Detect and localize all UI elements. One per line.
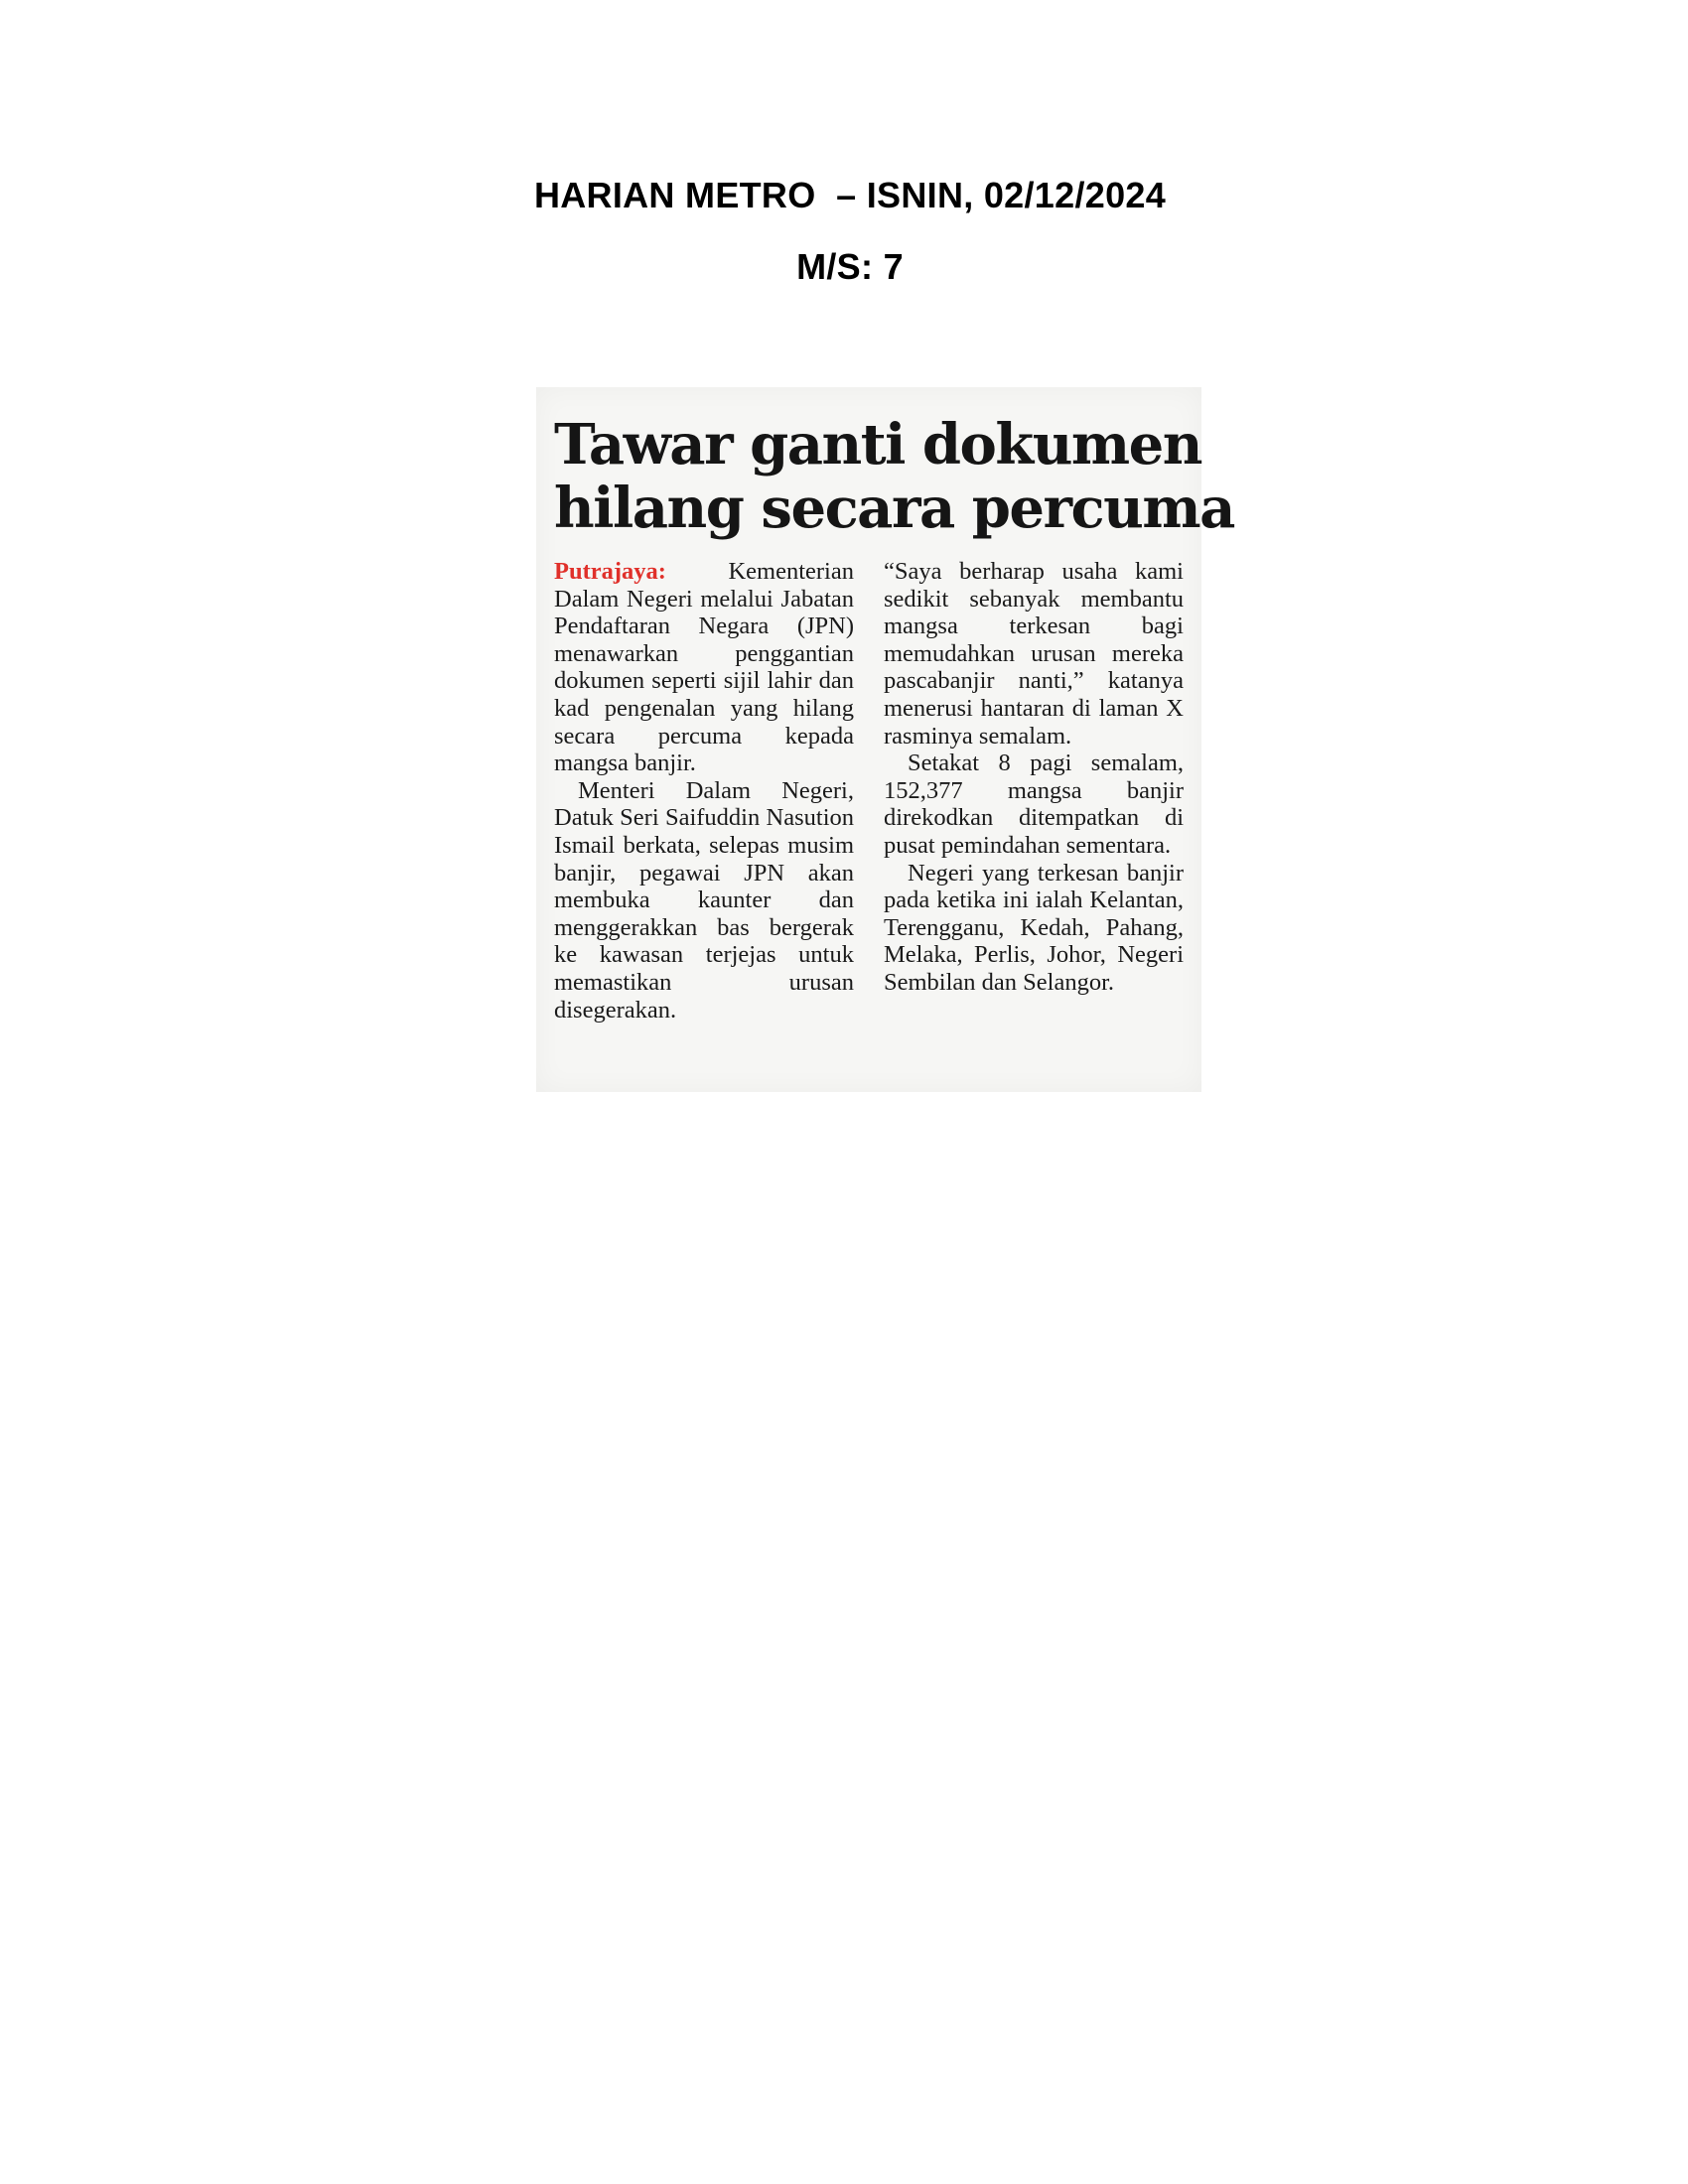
- headline-line-1: Tawar ganti dokumen: [554, 412, 1202, 478]
- article-column-left: [554, 558, 854, 1024]
- article-paragraph: Negeri yang terkesan banjir pada ketika ini ialah Kelantan, Terengganu, Kedah, Pahang, Melaka, Perlis, Johor, Negeri Sembilan dan Selangor.: [884, 859, 1184, 996]
- article-headline: [554, 412, 1234, 541]
- article-paragraph: “Saya berharap usaha kami sedikit sebanyak membantu mangsa terkesan bagi memudahkan urusan mereka pascabanjir nanti,” katanya menerusi hantaran di laman X rasminya semalam.: [884, 558, 1184, 750]
- article-paragraph: [554, 558, 854, 777]
- article-column-right: [884, 558, 1184, 997]
- article-paragraph: Menteri Dalam Negeri, Datuk Seri Saifuddin Nasution Ismail berkata, selepas musim banjir, pegawai JPN akan membuka kaunter dan menggerakkan bas bergerak ke kawasan terjejas untuk memastikan urusan disegerakan.: [554, 776, 854, 1024]
- page-number-line: M/S: 7: [796, 246, 904, 287]
- newspaper-clipping: [536, 387, 1234, 1092]
- publication-date-line: HARIAN METRO – ISNIN, 02/12/2024: [533, 175, 1167, 215]
- article-dateline: Putrajaya:: [554, 558, 666, 585]
- article-paragraph: Setakat 8 pagi semalam, 152,377 mangsa banjir direkodkan ditempatkan di pusat pemindahan sementara.: [884, 750, 1184, 859]
- headline-line-2: hilang secara percuma: [554, 476, 1234, 541]
- paragraph-text: Kementerian Dalam Negeri melalui Jabatan Pendaftaran Negara (JPN) menawarkan penggantian dokumen seperti sijil lahir dan kad pengenalan yang hilang secara percuma kepada mangsa banjir.: [554, 558, 854, 777]
